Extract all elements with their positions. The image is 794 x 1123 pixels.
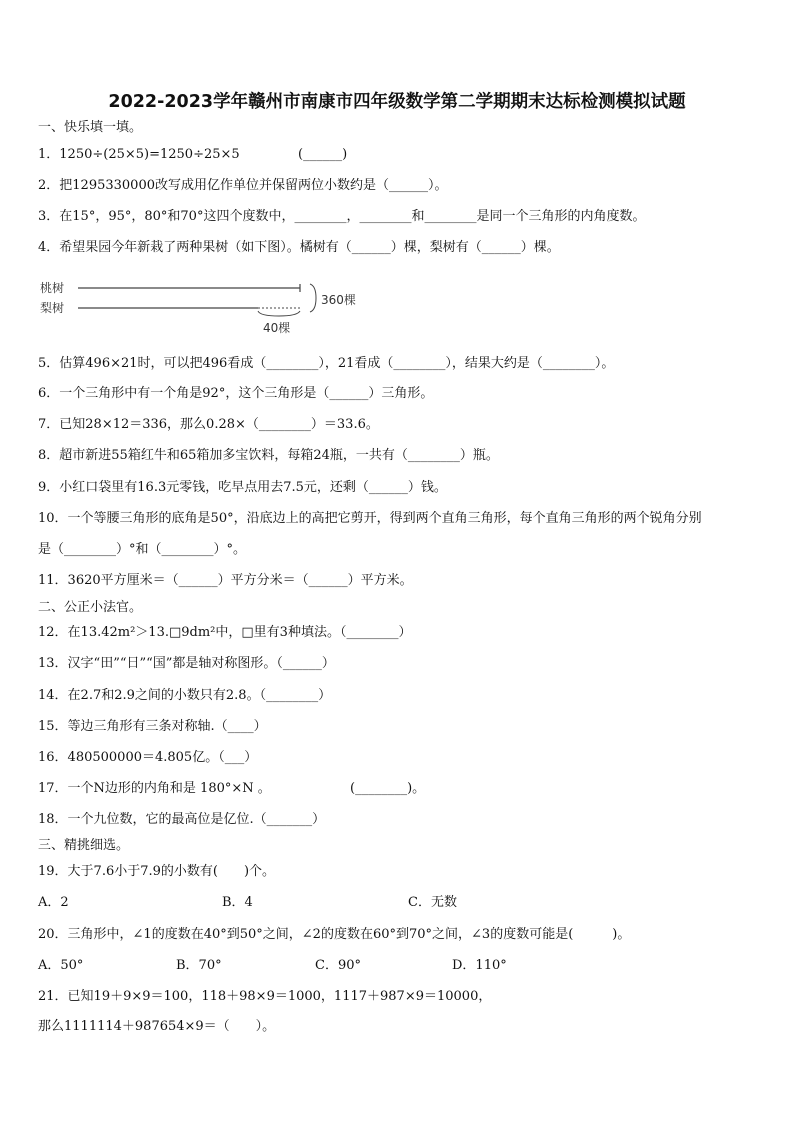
question-14: 14．在2.7和2.9之间的小数只有2.8。（________） bbox=[38, 688, 332, 703]
fig-label-pear: 梨树 bbox=[40, 301, 65, 315]
question-17: 17．一个N边形的内角和是 180°×N 。 bbox=[38, 781, 271, 796]
question-8: 8．超市新进55箱红牛和65箱加多宝饮料，每箱24瓶，一共有（________）瓶。 bbox=[38, 448, 499, 463]
question-13: 13．汉字“田”“日”“国”都是轴对称图形。（______） bbox=[38, 656, 335, 671]
question-5: 5．估算496×21时，可以把496看成（________），21看成（________），结果大约是（________）。 bbox=[38, 356, 615, 371]
fruit-tree-diagram bbox=[38, 276, 368, 340]
question-20-option-b: B．70° bbox=[176, 958, 222, 973]
total-brace bbox=[310, 284, 316, 312]
fig-label-peach: 桃树 bbox=[40, 281, 65, 295]
question-4: 4．希望果园今年新栽了两种果树（如下图）。橘树有（______）棵，梨树有（______）棵。 bbox=[38, 240, 560, 255]
question-20-option-c: C．90° bbox=[315, 958, 361, 973]
question-7: 7．已知28×12＝336，那么0.28×（________）＝33.6。 bbox=[38, 417, 379, 432]
page-title: 2022-2023学年赣州市南康市四年级数学第二学期期末达标检测模拟试题 bbox=[108, 92, 686, 112]
question-1-blank: (______) bbox=[298, 147, 348, 162]
fig-total-label: 360棵 bbox=[321, 293, 356, 307]
question-11: 11．3620平方厘米＝（______）平方分米＝（______）平方米。 bbox=[38, 573, 413, 588]
question-19-option-a: A．2 bbox=[38, 895, 69, 910]
difference-brace bbox=[258, 311, 300, 316]
question-19: 19．大于7.6小于7.9的小数有( )个。 bbox=[38, 864, 276, 879]
question-10-line-2: 是（________）°和（________）°。 bbox=[38, 542, 247, 557]
section-heading-choose: 三、精挑细选。 bbox=[38, 838, 130, 853]
question-12: 12．在13.42m²＞13.□9dm²中，□里有3种填法。（________） bbox=[38, 625, 412, 640]
question-15: 15．等边三角形有三条对称轴.（____） bbox=[38, 719, 267, 734]
question-6: 6．一个三角形中有一个角是92°，这个三角形是（______）三角形。 bbox=[38, 386, 434, 401]
section-heading-judge: 二、公正小法官。 bbox=[38, 600, 143, 615]
question-21-line-1: 21．已知19＋9×9＝100，118＋98×9＝1000，1117＋987×9＝10000， bbox=[38, 989, 492, 1004]
question-20-option-d: D．110° bbox=[452, 958, 507, 973]
question-3: 3．在15°，95°，80°和70°这四个度数中，________，________和________是同一个三角形的内角度数。 bbox=[38, 209, 646, 224]
question-19-option-c: C．无数 bbox=[408, 895, 457, 910]
question-19-option-b: B．4 bbox=[222, 895, 253, 910]
question-1: 1．1250÷(25×5)=1250÷25×5 bbox=[38, 147, 240, 162]
question-20-option-a: A．50° bbox=[38, 958, 84, 973]
question-21-line-2: 那么1111114＋987654×9＝（ ）。 bbox=[38, 1019, 276, 1034]
question-20: 20．三角形中，∠1的度数在40°到50°之间，∠2的度数在60°到70°之间，∠3的度数可能是( )。 bbox=[38, 927, 631, 942]
question-18: 18．一个九位数，它的最高位是亿位.（_______） bbox=[38, 812, 326, 827]
question-9: 9．小红口袋里有16.3元零钱，吃早点用去7.5元，还剩（______）钱。 bbox=[38, 480, 447, 495]
question-10-line-1: 10．一个等腰三角形的底角是50°，沿底边上的高把它剪开，得到两个直角三角形，每个直角三角形的两个锐角分别 bbox=[38, 511, 702, 526]
question-16: 16．480500000＝4.805亿。（___） bbox=[38, 750, 258, 765]
section-heading-fill: 一、快乐填一填。 bbox=[38, 120, 143, 135]
question-2: 2．把1295330000改写成用亿作单位并保留两位小数约是（______）。 bbox=[38, 178, 448, 193]
question-17-blank: (________)。 bbox=[350, 781, 426, 796]
fig-diff-label: 40棵 bbox=[263, 321, 291, 335]
